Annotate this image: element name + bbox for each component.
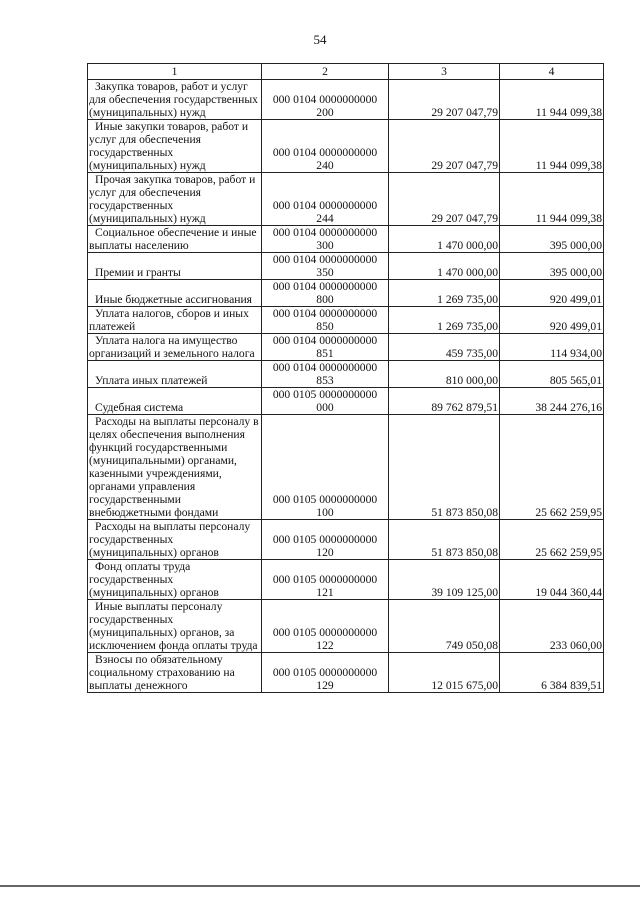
row-value-col4-cell: 25 662 259,95 <box>500 415 604 520</box>
row-name-cell: Премии и гранты <box>88 253 262 280</box>
row-value-col3-cell: 39 109 125,00 <box>389 560 500 600</box>
row-value-col4-cell: 395 000,00 <box>500 253 604 280</box>
row-code-cell: 000 0104 0000000000 300 <box>262 226 389 253</box>
row-value-col3-cell: 1 470 000,00 <box>389 253 500 280</box>
row-name-cell: Иные выплаты персоналу государственных (муниципальных) органов, за исключением фонда оплаты труда <box>88 600 262 653</box>
row-name-cell: Закупка товаров, работ и услуг для обеспечения государственных (муниципальных) нужд <box>88 80 262 120</box>
row-name-cell: Уплата иных платежей <box>88 361 262 388</box>
row-value-col3-cell: 29 207 047,79 <box>389 120 500 173</box>
row-value-col4-cell: 19 044 360,44 <box>500 560 604 600</box>
table-row <box>88 415 604 520</box>
row-code-cell: 000 0105 0000000000 000 <box>262 388 389 415</box>
scan-bottom-edge <box>0 885 640 887</box>
row-code-cell: 000 0104 0000000000 850 <box>262 307 389 334</box>
row-value-col4-cell: 11 944 099,38 <box>500 173 604 226</box>
row-value-col4-cell: 805 565,01 <box>500 361 604 388</box>
row-value-col3-cell: 51 873 850,08 <box>389 520 500 560</box>
row-code-cell: 000 0104 0000000000 853 <box>262 361 389 388</box>
table-row <box>88 600 604 653</box>
row-value-col3-cell: 1 269 735,00 <box>389 280 500 307</box>
row-value-col3-cell: 749 050,08 <box>389 600 500 653</box>
row-name-cell: Фонд оплаты труда государственных (муниципальных) органов <box>88 560 262 600</box>
page-number: 54 <box>313 32 327 47</box>
table-row <box>88 334 604 361</box>
row-value-col3-cell: 1 470 000,00 <box>389 226 500 253</box>
row-name-cell: Иные закупки товаров, работ и услуг для обеспечения государственных (муниципальных) нужд <box>88 120 262 173</box>
row-value-col4-cell: 114 934,00 <box>500 334 604 361</box>
row-code-cell: 000 0105 0000000000 129 <box>262 653 389 693</box>
row-value-col3-cell: 810 000,00 <box>389 361 500 388</box>
budget-table <box>87 63 604 693</box>
row-value-col3-cell: 29 207 047,79 <box>389 80 500 120</box>
row-name-cell: Уплата налога на имущество организаций и земельного налога <box>88 334 262 361</box>
row-name-cell: Прочая закупка товаров, работ и услуг для обеспечения государственных (муниципальных) нужд <box>88 173 262 226</box>
table-row <box>88 361 604 388</box>
row-value-col4-cell: 920 499,01 <box>500 307 604 334</box>
row-code-cell: 000 0104 0000000000 200 <box>262 80 389 120</box>
row-value-col3-cell: 29 207 047,79 <box>389 173 500 226</box>
row-value-col3-cell: 459 735,00 <box>389 334 500 361</box>
table-row <box>88 253 604 280</box>
row-value-col3-cell: 89 762 879,51 <box>389 388 500 415</box>
row-name-cell: Взносы по обязательному социальному страхованию на выплаты денежного <box>88 653 262 693</box>
row-value-col4-cell: 25 662 259,95 <box>500 520 604 560</box>
row-name-cell: Социальное обеспечение и иные выплаты населению <box>88 226 262 253</box>
table-row <box>88 173 604 226</box>
row-code-cell: 000 0105 0000000000 121 <box>262 560 389 600</box>
row-value-col4-cell: 920 499,01 <box>500 280 604 307</box>
row-name-cell: Иные бюджетные ассигнования <box>88 280 262 307</box>
table-row <box>88 120 604 173</box>
row-name-cell: Расходы на выплаты персоналу государственных (муниципальных) органов <box>88 520 262 560</box>
row-name-cell: Судебная система <box>88 388 262 415</box>
row-value-col4-cell: 6 384 839,51 <box>500 653 604 693</box>
table-row <box>88 80 604 120</box>
row-value-col4-cell: 11 944 099,38 <box>500 80 604 120</box>
row-name-cell: Расходы на выплаты персоналу в целях обеспечения выполнения функций государственными (муниципальными) органами, казенными учреждениями, органами управления государственными внебюджетными фондами <box>88 415 262 520</box>
table-header-row <box>88 64 604 80</box>
table-row <box>88 560 604 600</box>
row-value-col4-cell: 233 060,00 <box>500 600 604 653</box>
row-code-cell: 000 0104 0000000000 350 <box>262 253 389 280</box>
row-code-cell: 000 0105 0000000000 100 <box>262 415 389 520</box>
column-header: 1 <box>88 64 262 80</box>
table-row <box>88 280 604 307</box>
row-value-col3-cell: 51 873 850,08 <box>389 415 500 520</box>
row-code-cell: 000 0105 0000000000 120 <box>262 520 389 560</box>
row-value-col3-cell: 1 269 735,00 <box>389 307 500 334</box>
row-code-cell: 000 0104 0000000000 800 <box>262 280 389 307</box>
table-row <box>88 307 604 334</box>
row-value-col4-cell: 395 000,00 <box>500 226 604 253</box>
table-row <box>88 226 604 253</box>
row-value-col4-cell: 11 944 099,38 <box>500 120 604 173</box>
row-code-cell: 000 0104 0000000000 240 <box>262 120 389 173</box>
row-code-cell: 000 0104 0000000000 851 <box>262 334 389 361</box>
row-code-cell: 000 0104 0000000000 244 <box>262 173 389 226</box>
row-code-cell: 000 0105 0000000000 122 <box>262 600 389 653</box>
table-row <box>88 520 604 560</box>
row-value-col3-cell: 12 015 675,00 <box>389 653 500 693</box>
column-header: 4 <box>500 64 604 80</box>
table-row <box>88 653 604 693</box>
column-header: 3 <box>389 64 500 80</box>
table-row <box>88 388 604 415</box>
row-value-col4-cell: 38 244 276,16 <box>500 388 604 415</box>
column-header: 2 <box>262 64 389 80</box>
row-name-cell: Уплата налогов, сборов и иных платежей <box>88 307 262 334</box>
